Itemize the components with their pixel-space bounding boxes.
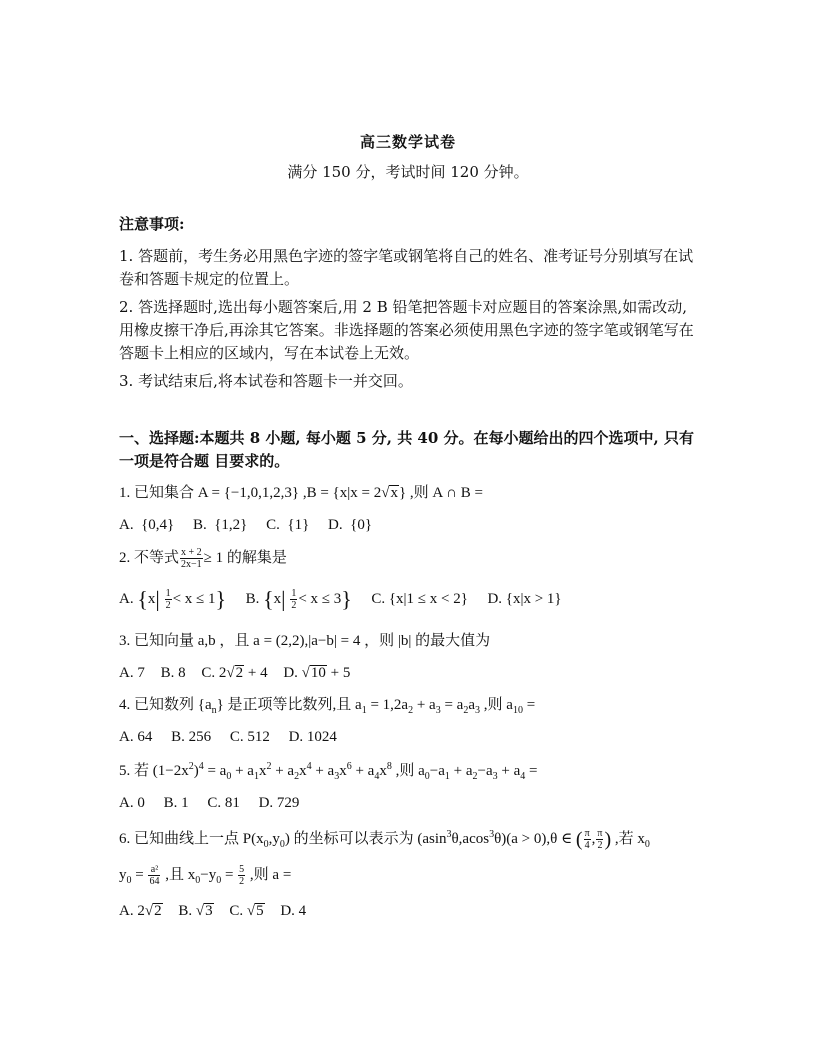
- section-heading: 一、选择题:本题共 8 小题, 每小题 5 分, 共 40 分。在每小题给出的四个选项中, 只有一项是符合题 目要求的。: [119, 429, 694, 470]
- notice-item-1: 1. 答题前，考生务必用黑色字迹的签字笔或钢笔将自己的姓名、准考证号分别填写在试卷和答题卡规定的位置上。: [119, 247, 694, 288]
- sqrt-symbol: √: [381, 485, 390, 501]
- question-1-options: A. {0,4} B. {1,2} C. {1} D. {0}: [119, 517, 373, 533]
- question-6: 6. 已知曲线上一点 $P(x_0,y_0)$ 的坐标可以表示为 (asin$^3$θ,acos$^3$θ)(a > 0),θ ∈ ( $\frac{\pi}{4}$ , $\frac{\pi}{2}$ ) ,若 $x_0$: [119, 828, 650, 852]
- question-5: 5. 若 $(1-2x^2)^4 = a_0 + a_1x^2 + a_2x^4 + a_3x^6 + a_4x^8$ ,则 $a_0-a_1 + a_2-a_3 + a_4$ =: [119, 761, 538, 782]
- notice-item-2: 2. 答选择题时,选出每小题答案后,用 2 B 铅笔把答题卡对应题目的答案涂黑,如需改动,用橡皮擦干净后,再涂其它答案。非选择题的答案必须使用黑色字迹的签字笔或钢笔写在答题卡上相应的区域内，写在本试卷上无效。: [119, 298, 694, 362]
- question-4: 4. 已知数列 $\{a_n\}$ 是正项等比数列,且 $a_1 = 1,2a_2 + a_3 = a_2a_3$ ,则 $a_{10}$ =: [119, 697, 536, 716]
- question-3: 3. 已知向量 a,b ，且 a = (2,2),|a−b| = 4 ，则 |b| 的最大值为: [119, 633, 491, 649]
- question-6-options: A. 2√2 B. √3 C. √5 D. 4: [119, 903, 307, 919]
- page-title: 高三数学试卷: [359, 133, 456, 151]
- question-2-options: A. {x| $\frac{1}{2}$ < x ≤ 1} B. {x| $\frac{1}{2}$ < x ≤ 3} C. {x|1 ≤ x < 2} D. {x|x > 1}: [119, 586, 562, 612]
- question-2: 2. 不等式 $\frac{x + 2}{2x-1}$ ≥ 1 的解集是: [119, 547, 287, 571]
- exam-subtitle: 满分 150 分，考试时间 120 分钟。: [287, 163, 529, 181]
- question-1: 1. 已知集合 A = {−1,0,1,2,3} ,B = {x|x = 2√x} ,则 A ∩ B =: [119, 482, 699, 505]
- fraction: $\frac{x + 2}{2x-1}$: [181, 547, 202, 571]
- question-4-options: A. 64 B. 256 C. 512 D. 1024: [119, 729, 337, 745]
- notice-heading: 注意事项:: [119, 215, 185, 233]
- question-5-options: A. 0 B. 1 C. 81 D. 729: [119, 795, 300, 811]
- question-6-line-2: $y_0$ = $\frac{\text{a²}}{64}$ ,且 $x_0-y_0$ = $\frac{5}{2}$ ,则 a =: [119, 864, 292, 888]
- notice-item-3: 3. 考试结束后,将本试卷和答题卡一并交回。: [119, 372, 413, 390]
- question-3-options: A. 7 B. 8 C. 2√2 + 4 D. √10 + 5: [119, 665, 351, 681]
